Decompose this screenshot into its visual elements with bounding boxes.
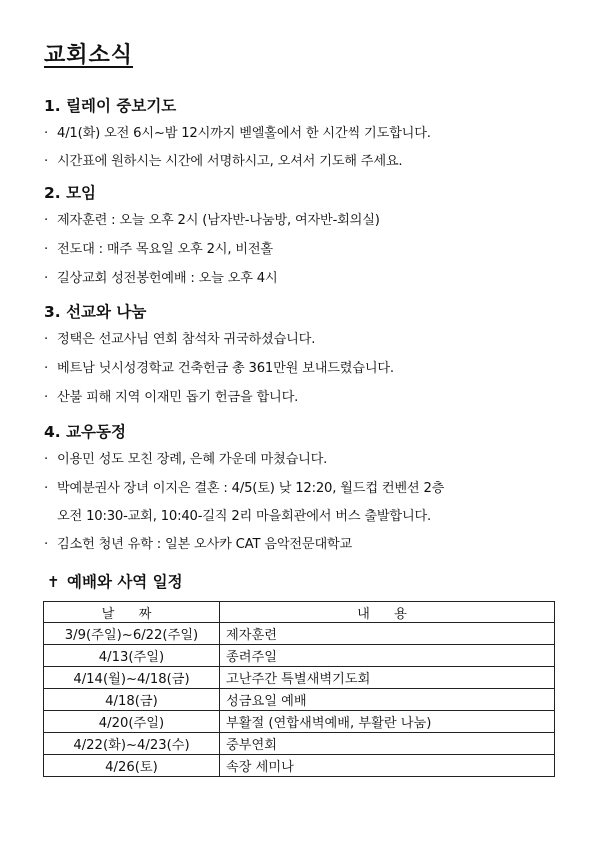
item-text: 제자훈련 : 오늘 오후 2시 (남자반-나눔방, 여자반-회의실)	[57, 213, 380, 228]
bullet: ·	[44, 361, 48, 376]
item-text: 이용민 성도 모친 장례, 은혜 가운데 마쳤습니다.	[57, 452, 328, 467]
schedule-content: 성금요일 예배	[220, 689, 555, 711]
news-item-continuation	[57, 505, 431, 524]
item-text: 전도대 : 매주 목요일 오후 2시, 비전홀	[57, 242, 273, 257]
item-text: 길상교회 성전봉헌예배 : 오늘 오후 4시	[57, 271, 278, 286]
table-header-row	[44, 602, 555, 623]
column-header-content: 내 용	[220, 602, 555, 623]
schedule-heading	[47, 570, 183, 592]
item-text: 베트남 닛시성경학교 건축헌금 총 361만원 보내드렸습니다.	[57, 361, 394, 376]
bullet: ·	[44, 481, 48, 496]
item-text: 김소헌 청년 유학 : 일본 오사카 CAT 음악전문대학교	[57, 537, 353, 552]
schedule-content: 부활절 (연합새벽예배, 부활란 나눔)	[220, 711, 555, 733]
section-heading: 3. 선교와 나눔	[44, 303, 147, 321]
schedule-content: 종려주일	[220, 645, 555, 667]
table-row	[44, 689, 555, 711]
item-text: 박예분권사 장녀 이지은 결혼 : 4/5(토) 낮 12:20, 월드컵 컨벤션 2층	[57, 481, 445, 496]
news-item	[44, 209, 380, 228]
schedule-date: 4/20(주일)	[44, 711, 220, 733]
bullet: ·	[44, 271, 48, 286]
column-header-date: 날 짜	[44, 602, 220, 623]
news-item	[44, 267, 277, 286]
table-row	[44, 623, 555, 645]
news-item	[44, 533, 352, 552]
bullet: ·	[44, 390, 48, 405]
news-item	[44, 477, 444, 496]
schedule-table	[43, 601, 555, 777]
schedule-date: 4/26(토)	[44, 755, 220, 777]
cross-icon: ✝	[47, 573, 60, 591]
table-row	[44, 667, 555, 689]
table-row	[44, 755, 555, 777]
schedule-date: 4/14(월)~4/18(금)	[44, 667, 220, 689]
schedule-content: 속장 세미나	[220, 755, 555, 777]
item-text: 4/1(화) 오전 6시~밤 12시까지 벧엘홀에서 한 시간씩 기도합니다.	[57, 126, 431, 141]
schedule-content: 중부연회	[220, 733, 555, 755]
section-heading: 2. 모임	[44, 184, 97, 202]
item-text: 산불 피해 지역 이재민 돕기 헌금을 합니다.	[57, 390, 299, 405]
section-heading: 1. 릴레이 중보기도	[44, 97, 177, 115]
schedule-content: 제자훈련	[220, 623, 555, 645]
news-item	[44, 448, 327, 467]
item-text: 오전 10:30-교회, 10:40-길직 2리 마을회관에서 버스 출발합니다.	[57, 509, 432, 524]
item-text: 정택은 선교사님 연회 참석차 귀국하셨습니다.	[57, 332, 316, 347]
page-title: 교회소식	[44, 43, 134, 68]
bullet: ·	[44, 452, 48, 467]
schedule-heading-text: 예배와 사역 일정	[67, 573, 183, 591]
news-item	[44, 328, 315, 347]
section-heading: 4. 교우동정	[44, 423, 126, 441]
schedule-date: 4/22(화)~4/23(수)	[44, 733, 220, 755]
bullet: ·	[44, 242, 48, 257]
table-row	[44, 711, 555, 733]
news-item	[44, 238, 273, 257]
schedule-date: 4/18(금)	[44, 689, 220, 711]
news-item	[44, 122, 431, 141]
bullet: ·	[44, 537, 48, 552]
schedule-date: 3/9(주일)~6/22(주일)	[44, 623, 220, 645]
table-row	[44, 645, 555, 667]
bullet: ·	[44, 332, 48, 347]
bullet: ·	[44, 213, 48, 228]
table-row	[44, 733, 555, 755]
news-item	[44, 150, 402, 169]
item-text: 시간표에 원하시는 시간에 서명하시고, 오셔서 기도해 주세요.	[57, 154, 403, 169]
news-item	[44, 357, 394, 376]
news-item	[44, 386, 298, 405]
schedule-date: 4/13(주일)	[44, 645, 220, 667]
schedule-content: 고난주간 특별새벽기도회	[220, 667, 555, 689]
bullet: ·	[44, 154, 48, 169]
bullet: ·	[44, 126, 48, 141]
